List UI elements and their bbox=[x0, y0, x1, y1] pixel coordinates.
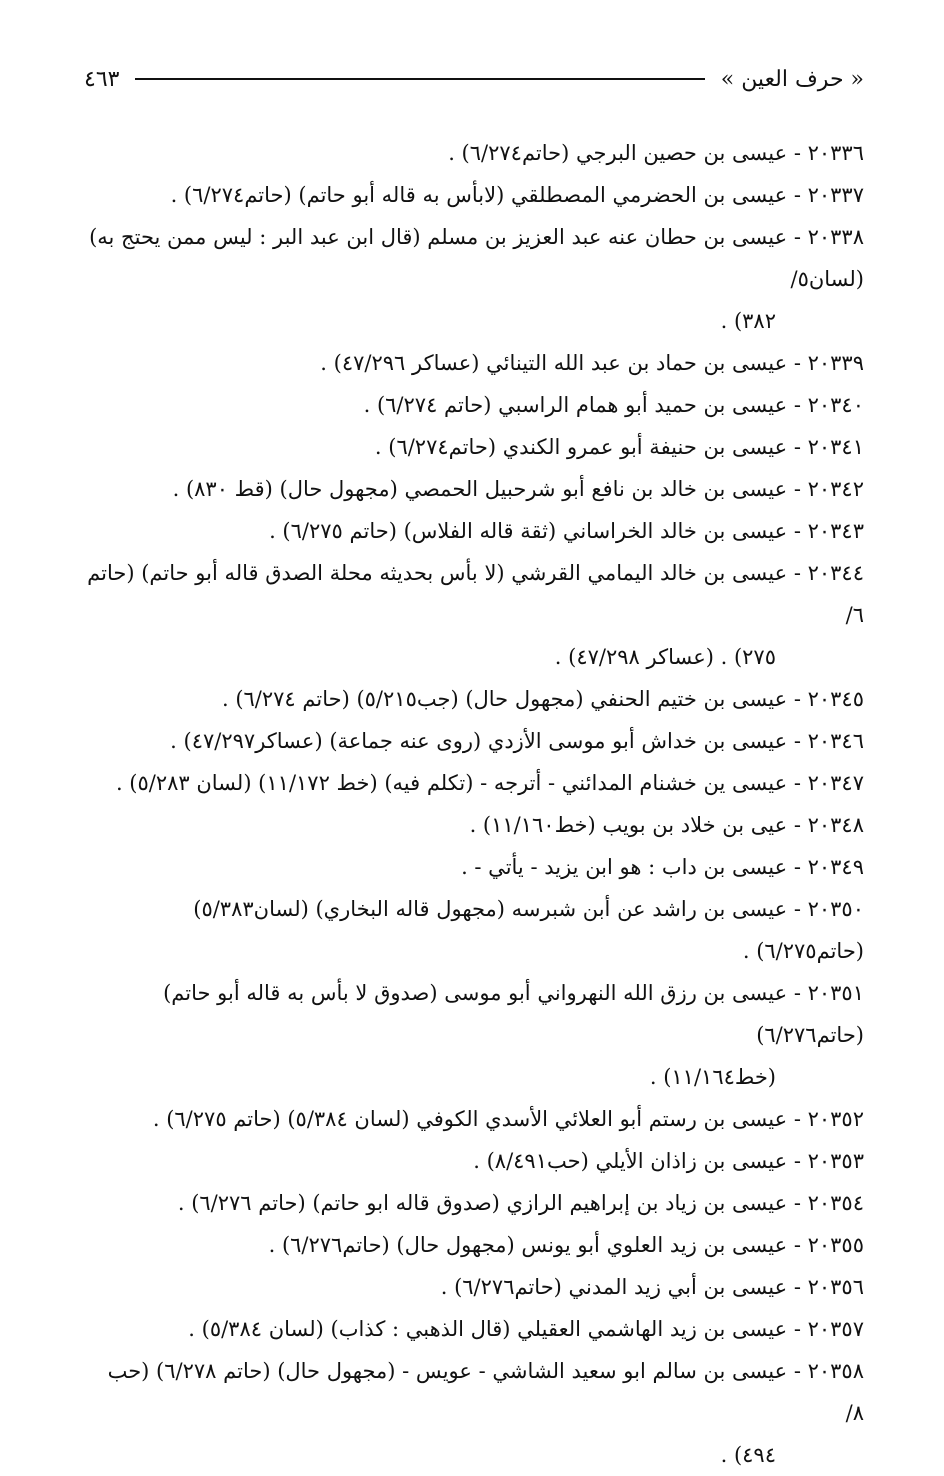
entry-item bbox=[84, 1308, 864, 1350]
entry-item bbox=[84, 216, 864, 342]
entry-dash: - bbox=[787, 141, 808, 165]
entry-item bbox=[84, 678, 864, 720]
entry-number: ٢٠٣٥٢ bbox=[807, 1107, 864, 1131]
entry-dash: - bbox=[787, 981, 808, 1005]
entry-number: ٢٠٣٥٠ bbox=[807, 897, 864, 921]
entry-dash: - bbox=[787, 729, 808, 753]
entry-continuation: ٣٨٢) . bbox=[720, 309, 776, 333]
entry-text: عيسى بن خالد الخراساني (ثقة قاله الفلاس) (حاتم ٦/٢٧٥) . bbox=[269, 519, 788, 543]
entry-number: ٢٠٣٤٥ bbox=[807, 687, 864, 711]
entry-dash: - bbox=[787, 1149, 808, 1173]
entry-number: ٢٠٣٤٣ bbox=[807, 519, 864, 543]
entry-number: ٢٠٣٤٤ bbox=[807, 561, 864, 585]
entry-item bbox=[84, 174, 864, 216]
entry-dash: - bbox=[787, 393, 808, 417]
entry-dash: - bbox=[787, 351, 808, 375]
entry-number: ٢٠٣٤٦ bbox=[807, 729, 864, 753]
entry-text: عيسى بن حصين البرجي (حاتم٦/٢٧٤) . bbox=[448, 141, 788, 165]
entry-item bbox=[84, 888, 864, 972]
entry-text: عيسى ين خشنام المدائني - أترجه - (تكلم فيه) (خط ١١/١٧٢) (لسان ٥/٢٨٣) . bbox=[115, 771, 788, 795]
entry-item bbox=[84, 1098, 864, 1140]
entry-dash: - bbox=[787, 687, 808, 711]
entry-text: عيسى بن رستم أبو العلائي الأسدي الكوفي (لسان ٥/٣٨٤) (حاتم ٦/٢٧٥) . bbox=[152, 1107, 788, 1131]
entry-text: عيسى بن حطان عنه عبد العزيز بن مسلم (قال ابن عبد البر : ليس ممن يحتج به) (لسان٥/ bbox=[89, 225, 864, 291]
entry-item bbox=[84, 1350, 864, 1476]
entry-number: ٢٠٣٣٦ bbox=[807, 141, 864, 165]
entry-number: ٢٠٣٤٩ bbox=[807, 855, 864, 879]
entry-item bbox=[84, 1224, 864, 1266]
entry-number: ٢٠٣٤٢ bbox=[807, 477, 864, 501]
entry-dash: - bbox=[787, 561, 808, 585]
entry-text: عيسى بن خالد بن نافع أبو شرحبيل الحمصي (مجهول حال) (قط ٨٣٠) . bbox=[172, 477, 788, 501]
entry-text: عيسى بن زياد بن إبراهيم الرازي (صدوق قاله ابو حاتم) (حاتم ٦/٢٧٦) . bbox=[177, 1191, 788, 1215]
entry-number: ٢٠٣٤٠ bbox=[807, 393, 864, 417]
entry-item bbox=[84, 972, 864, 1098]
entry-number: ٢٠٣٥٨ bbox=[807, 1359, 864, 1383]
entry-item bbox=[84, 468, 864, 510]
entry-text: عيسى بن سالم ابو سعيد الشاشي - عويس - (مجهول حال) (حاتم ٦/٢٧٨) (حب ٨/ bbox=[107, 1359, 864, 1425]
chapter-title: « حرف العين » bbox=[720, 66, 864, 92]
entry-text: عيسى بن حميد أبو همام الراسبي (حاتم ٦/٢٧٤) . bbox=[363, 393, 788, 417]
entry-item bbox=[84, 426, 864, 468]
entry-dash: - bbox=[787, 477, 808, 501]
entry-number: ٢٠٣٤٧ bbox=[807, 771, 864, 795]
entry-item bbox=[84, 804, 864, 846]
entry-dash: - bbox=[787, 1233, 808, 1257]
entry-number: ٢٠٣٣٨ bbox=[807, 225, 864, 249]
entry-item bbox=[84, 762, 864, 804]
entry-item bbox=[84, 132, 864, 174]
entry-text: عيسى بن خالد اليمامي القرشي (لا بأس بحديثه محلة الصدق قاله أبو حاتم) (حاتم ٦/ bbox=[87, 561, 864, 627]
entry-dash: - bbox=[787, 771, 808, 795]
entry-dash: - bbox=[787, 435, 808, 459]
entry-number: ٢٠٣٤٨ bbox=[807, 813, 864, 837]
entry-number: ٢٠٣٥٧ bbox=[807, 1317, 864, 1341]
entry-number: ٢٠٣٥١ bbox=[807, 981, 864, 1005]
entry-dash: - bbox=[787, 1317, 808, 1341]
entry-text: عيسى بن خداش أبو موسى الأزدي (روى عنه جماعة) (عساكر٤٧/٢٩٧) . bbox=[170, 729, 788, 753]
entry-item bbox=[84, 1140, 864, 1182]
entry-dash: - bbox=[787, 813, 808, 837]
entry-text: عيسى بن داب : هو ابن يزيد - يأتي - . bbox=[461, 855, 788, 879]
entry-text: عيسى بن الحضرمي المصطلقي (لابأس به قاله أبو حاتم) (حاتم٦/٢٧٤) . bbox=[170, 183, 788, 207]
entry-text: عيسى بن زيد الهاشمي العقيلي (قال الذهبي : كذاب) (لسان ٥/٣٨٤) . bbox=[188, 1317, 788, 1341]
entry-dash: - bbox=[787, 1191, 808, 1215]
entry-dash: - bbox=[787, 1107, 808, 1131]
entry-text: عيسى بن أبي زيد المدني (حاتم٦/٢٧٦) . bbox=[440, 1275, 788, 1299]
entry-number: ٢٠٣٣٩ bbox=[807, 351, 864, 375]
entry-continuation: (خط١١/١٦٤) . bbox=[649, 1065, 776, 1089]
entry-number: ٢٠٣٥٥ bbox=[807, 1233, 864, 1257]
entry-text: عيسى بن راشد عن أبن شبرسه (مجهول قاله البخاري) (لسان٥/٣٨٣) (حاتم٦/٢٧٥) . bbox=[193, 897, 864, 963]
entry-number: ٢٠٣٤١ bbox=[807, 435, 864, 459]
entry-number: ٢٠٣٥٣ bbox=[807, 1149, 864, 1173]
entry-item bbox=[84, 846, 864, 888]
entry-item bbox=[84, 384, 864, 426]
entry-text: عيسى بن حماد بن عبد الله التينائي (عساكر ٤٧/٢٩٦) . bbox=[320, 351, 788, 375]
entry-item bbox=[84, 1266, 864, 1308]
entry-text: عيسى بن رزق الله النهرواني أبو موسى (صدوق لا بأس به قاله أبو حاتم) (حاتم٦/٢٧٦) bbox=[163, 981, 864, 1047]
entry-text: عيسى بن حنيفة أبو عمرو الكندي (حاتم٦/٢٧٤) . bbox=[374, 435, 788, 459]
entry-item bbox=[84, 552, 864, 678]
entry-item bbox=[84, 510, 864, 552]
page-header bbox=[84, 62, 864, 96]
entry-item bbox=[84, 1182, 864, 1224]
entry-number: ٢٠٣٣٧ bbox=[807, 183, 864, 207]
entry-text: عيى بن خلاد بن بويب (خط١١/١٦٠) . bbox=[469, 813, 788, 837]
page-number: ٤٦٣ bbox=[84, 66, 120, 92]
entries-list bbox=[84, 132, 864, 1476]
entry-dash: - bbox=[787, 183, 808, 207]
entry-dash: - bbox=[787, 855, 808, 879]
entry-text: عيسى بن زاذان الأيلي (حب٨/٤٩١) . bbox=[473, 1149, 788, 1173]
entry-item bbox=[84, 720, 864, 762]
entry-number: ٢٠٣٥٤ bbox=[807, 1191, 864, 1215]
entry-dash: - bbox=[787, 897, 808, 921]
entry-text: عيسى بن ختيم الحنفي (مجهول حال) (جب٥/٢١٥) (حاتم ٦/٢٧٤) . bbox=[221, 687, 788, 711]
entry-text: عيسى بن زيد العلوي أبو يونس (مجهول حال) (حاتم٦/٢٧٦) . bbox=[268, 1233, 788, 1257]
entry-dash: - bbox=[787, 1359, 808, 1383]
entry-continuation: ٤٩٤) . bbox=[720, 1443, 776, 1467]
entry-number: ٢٠٣٥٦ bbox=[807, 1275, 864, 1299]
entry-continuation: ٢٧٥) . (عساكر ٤٧/٢٩٨) . bbox=[554, 645, 776, 669]
entry-dash: - bbox=[787, 225, 808, 249]
entry-dash: - bbox=[787, 519, 808, 543]
entry-dash: - bbox=[787, 1275, 808, 1299]
entry-item bbox=[84, 342, 864, 384]
header-rule bbox=[135, 78, 704, 80]
